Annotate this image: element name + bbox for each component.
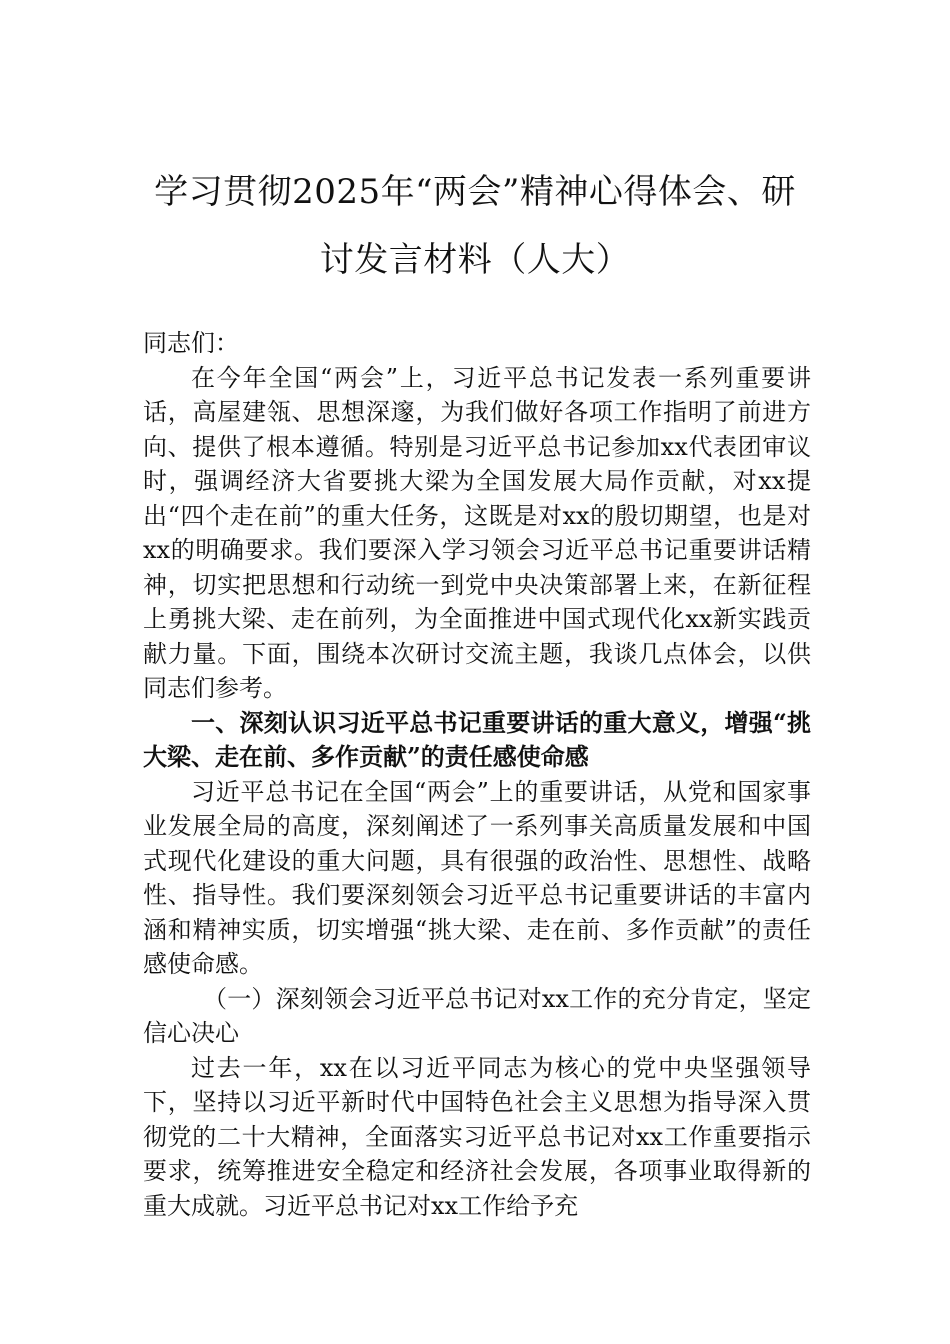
paragraph-section-1: 习近平总书记在全国“两会”上的重要讲话，从党和国家事业发展全局的高度，深刻阐述了一系列事关高质量发展和中国式现代化建设的重大问题，具有很强的政治性、思想性、战略性、指导性。我们要深刻领会习近平总书记重要讲话的丰富内涵和精神实质，切实增强“挑大梁、走在前、多作贡献”的责任感使命感。 — [143, 777, 811, 978]
subsection-heading-1: （一）深刻领会习近平总书记对xx工作的充分肯定，坚定信心决心 — [143, 984, 811, 1047]
document-body — [143, 326, 811, 1223]
salutation: 同志们： — [143, 329, 239, 357]
title-line-2: 讨发言材料（人大） — [319, 240, 631, 280]
section-heading-1: 一、深刻认识习近平总书记重要讲话的重大意义，增强“挑大梁、走在前、多作贡献”的责任感使命感 — [143, 707, 811, 771]
document-title — [120, 158, 830, 294]
title-line-1: 学习贯彻2025年“两会”精神心得体会、研 — [154, 172, 796, 212]
paragraph-subsection-1: 过去一年，xx在以习近平同志为核心的党中央坚强领导下，坚持以习近平新时代中国特色社会主义思想为指导深入贯彻党的二十大精神，全面落实习近平总书记对xx工作重要指示要求，统筹推进安全稳定和经济社会发展，各项事业取得新的重大成就。习近平总书记对xx工作给予充 — [143, 1053, 811, 1220]
paragraph-intro: 在今年全国“两会”上，习近平总书记发表一系列重要讲话，高屋建瓴、思想深邃，为我们做好各项工作指明了前进方向、提供了根本遵循。特别是习近平总书记参加xx代表团审议时，强调经济大省要挑大梁为全国发展大局作贡献，对xx提出“四个走在前”的重大任务，这既是对xx的殷切期望，也是对xx的明确要求。我们要深入学习领会习近平总书记重要讲话精神，切实把思想和行动统一到党中央决策部署上来，在新征程上勇挑大梁、走在前列，为全面推进中国式现代化xx新实践贡献力量。下面，围绕本次研讨交流主题，我谈几点体会，以供同志们参考。 — [143, 363, 811, 702]
